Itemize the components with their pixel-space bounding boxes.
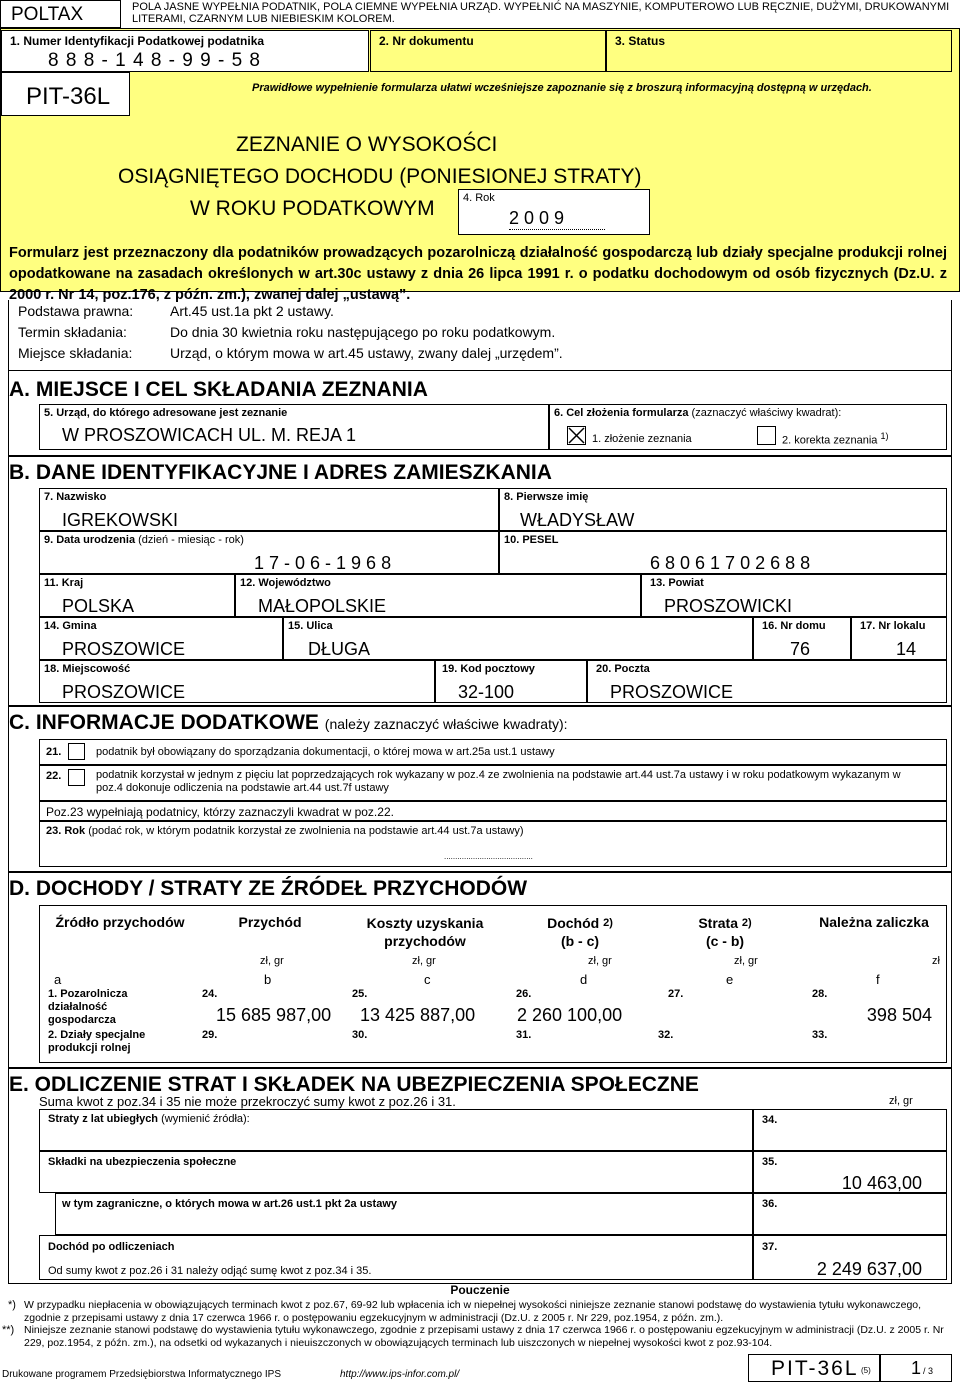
value-17: 14 [896,639,917,659]
label-36: w tym zagraniczne, o których mowa w art.26 ust.1 pkt 2a ustawy [62,1198,397,1210]
row-34 [39,1109,753,1151]
row-35 [39,1151,753,1193]
purpose-checkbox-2[interactable] [757,426,776,445]
header-loss: Strata $^{2)}$ (c - b) [698,915,752,949]
text-21: podatnik był obowiązany do sporządzania dokumentacji, o której mowa w art.25a ust.1 ustawy [96,746,555,758]
num-28: 28. [812,988,828,1000]
label-17: 17. Nr lokalu [860,620,926,632]
value-11: POLSKA [62,596,135,616]
deadline-value: Do dnia 30 kwietnia roku następującego po roku podatkowym. [170,324,556,340]
section-e-subtitle: Suma kwot z poz.34 i 35 nie może przekroczyć sumy kwot z poz.26 i 31. [39,1094,456,1109]
nip-label: 1. Numer Identyfikacji Podatkowej podatnika [10,34,265,48]
label-15: 15. Ulica [288,620,333,632]
letter-a: a [54,972,62,987]
value-16: 76 [790,639,811,659]
label-16: 16. Nr domu [762,620,826,632]
section-d-title: D. DOCHODY / STRATY ZE ŹRÓDEŁ PRZYCHODÓW [9,877,528,900]
office-field[interactable] [39,404,549,450]
unit-d: zł, gr [588,955,612,967]
year-field[interactable] [458,189,650,235]
value-25[interactable]: 13 425 887,00 [360,1005,476,1025]
unit-f: zł [932,955,940,967]
num-29: 29. [202,1029,218,1041]
num-27: 27. [668,988,684,1000]
basis-value: Art.45 ust.1a pkt 2 ustawy. [170,303,334,319]
nip-value: 8 8 8 - 1 4 8 - 9 9 - 5 8 [48,50,261,71]
header-profit: Dochód $^{2)}$ (b - c) [547,915,613,949]
label-14: 14. Gmina [44,620,97,632]
header-source: Źródło przychodów [55,914,185,930]
label-19: 19. Kod pocztowy [442,663,535,675]
label-8: 8. Pierwsze imię [504,491,589,503]
row2-label: 2. Działy specjalne produkcji rolnej [48,1029,146,1054]
field-16[interactable] [753,617,851,660]
office-label: 5. Urząd, do którego adresowane jest zeznanie [44,407,288,419]
purpose-option-1: 1. złożenie zeznania [592,433,692,445]
num-33: 33. [812,1029,828,1041]
income-table [39,905,947,1063]
value-14: PROSZOWICE [62,639,186,659]
field-35[interactable] [753,1151,947,1193]
num-31: 31. [516,1029,532,1041]
footer-page [880,1354,952,1382]
letter-b: b [264,972,272,987]
page-total: / 3 [923,1366,934,1376]
label-21: 21. [46,746,62,758]
purpose-field [549,404,947,450]
label-10: 10. PESEL [504,534,559,546]
intro-text: Formularz jest przeznaczony dla podatników prowadzących pozarolniczą działalność gospodarczą lub działy specjalne produkcji rolnej opodatkowane na zasadach określonych w art.30c ustawy z dnia 26 lipca 1991 r. o podatku dochodowym od osób fizycznych (Dz.U. z 2000 r. Nr 14, poz.176, z późn. zm.), zwanej dalej „ustawą”. [9,245,947,303]
form-code: PIT-36L [26,83,111,110]
field-36[interactable] [753,1193,947,1235]
header-costs: Koszty uzyskania przychodów [366,915,484,949]
note1-mark: *) [8,1299,16,1311]
num-37: 37. [762,1241,778,1253]
label-11: 11. Kraj [44,577,84,589]
value-12: MAŁOPOLSKIE [258,596,387,616]
field-14[interactable] [39,617,283,660]
field-8[interactable] [499,488,947,531]
label-37: Dochód po odliczeniach [48,1241,175,1253]
field-37[interactable] [753,1235,947,1280]
note2-text: Niniejsze zeznanie stanowi podstawę do wystawienia tytułu wykonawczego, zgodnie z przepisami ustawy z dnia 17 czerwca 1966 r. o postępowaniu egzekucyjnym w administracji (Dz.U. z 2005 r. Nr 229, poz.1954, z późn. zm.), na odsetki od wykazanych i nieuiszczonych w obowiązujących terminach lub uiszczonych w niepełnej wysokości kwot z poz.93-104. [24,1324,944,1349]
label-35: Składki na ubezpieczenia społeczne [48,1156,237,1168]
check-x-icon [568,427,585,444]
footer-version: (5) [861,1366,871,1375]
field-18[interactable] [39,660,435,703]
field-20[interactable] [587,660,947,703]
place-label: Miejsce składania: [18,345,133,361]
field-23[interactable] [39,821,947,867]
legal-frame [8,300,952,370]
nip-field[interactable] [1,30,369,72]
letter-f: f [876,972,880,987]
num-30: 30. [352,1029,368,1041]
label-20: 20. Poczta [596,663,650,675]
field-22 [39,765,947,801]
hint-37: Od sumy kwot z poz.26 i 31 należy odjąć sumę kwot z poz.34 i 35. [48,1265,372,1277]
num-24: 24. [202,988,218,1000]
label-9: 9. Data urodzenia (dzień - miesiąc - rok) [44,534,244,546]
printed-by: Drukowane programem Przedsiębiorstwa Informatycznego IPS [2,1369,282,1380]
value-35: 10 463,00 [841,1173,922,1193]
section-e-title: E. ODLICZENIE STRAT I SKŁADEK NA UBEZPIECZENIA SPOŁECZNE [9,1073,699,1096]
page-number: 1 [911,1358,922,1378]
purpose-option-2: 2. korekta zeznania $^{1)}$ [782,431,889,447]
field-13[interactable] [641,574,947,617]
num-36: 36. [762,1198,778,1210]
note-23-text: Poz.23 wypełniają podatnicy, którzy zaznaczyli kwadrat w poz.22. [46,805,394,819]
label-13: 13. Powiat [650,577,704,589]
label-22: 22. [46,770,62,782]
section-c-title: C. INFORMACJE DODATKOWE (należy zaznaczyć właściwe kwadraty): [9,711,568,734]
text-22: podatnik korzystał w jednym z pięciu lat poprzedzających rok wykazany w poz.4 ze zwolnienia na podstawie art.44 ust.7a ustawy i w roku podatkowym wykazanym w poz.4 dokonuje odliczenia na podstawie art.44 ust.7f ustawy [96,769,901,794]
basis-label: Podstawa prawna: [18,303,134,319]
footer-code: PIT-36L [771,1357,859,1380]
value-37: 2 249 637,00 [816,1259,922,1279]
poltax-brand [0,0,121,28]
header-advance: Należna zaliczka [819,914,929,930]
footer-form-code [748,1354,880,1382]
doc-number-field [370,30,606,72]
title-line2: OSIĄGNIĘTEGO DOCHODU (PONIESIONEJ STRATY) [118,165,642,188]
section-b-title: B. DANE IDENTYFIKACYJNE I ADRES ZAMIESZKANIA [9,461,552,484]
purpose-label: 6. Cel złożenia formularza (zaznaczyć właściwy kwadrat): [554,407,842,419]
label-18: 18. Miejscowość [44,663,131,675]
status-field [606,30,952,72]
field-17[interactable] [851,617,947,660]
poltax-label: POLTAX [11,4,84,25]
num-34: 34. [762,1114,778,1126]
num-26: 26. [516,988,532,1000]
deadline-label: Termin składania: [18,324,127,340]
letter-e: e [726,972,734,987]
value-20: PROSZOWICE [610,682,734,702]
checkbox-22[interactable] [68,769,85,786]
value-8: WŁADYSŁAW [520,510,635,530]
value-9: 1 7 - 0 6 - 1 9 6 8 [254,553,392,573]
field-7[interactable] [39,488,499,531]
label-7: 7. Nazwisko [44,491,107,503]
title-line1: ZEZNANIE O WYSOKOŚCI [236,133,498,156]
num-25: 25. [352,988,368,1000]
field-9[interactable] [39,531,499,574]
footer-url[interactable]: http://www.ips-infor.com.pl/ [340,1369,460,1380]
purpose-checkbox-1[interactable] [567,426,586,445]
form-code-box [1,72,130,116]
office-value: W PROSZOWICACH UL. M. REJA 1 [62,425,357,445]
letter-c: c [424,972,431,987]
value-23: ........................................ [444,852,533,861]
unit-c: zł, gr [412,955,436,967]
row1-label: 1. Pozarolnicza działalność gospodarcza [48,988,128,1026]
status-label: 3. Status [615,34,666,48]
note1-text: W przypadku niepłacenia w obowiązujących terminach kwot z poz.67, 69-92 lub wpłacenia ich w niepełnej wysokości niniejsze zeznanie stanowi podstawę do wystawienia tytułu wykonawczego, zgodnie z przepisami ustawy z dnia 17 czerwca 1966 r. o postępowaniu egzekucyjnym w administracji (Dz.U. z 2005 r. Nr 229, poz.1954, z późn. zm.). [24,1299,922,1324]
section-a-title: A. MIEJSCE I CEL SKŁADANIA ZEZNANIA [9,378,428,401]
num-32: 32. [658,1029,674,1041]
field-12[interactable] [235,574,641,617]
letter-d: d [580,972,588,987]
field-21 [39,739,947,765]
value-7: IGREKOWSKI [62,510,179,530]
unit-e: zł, gr [734,955,758,967]
value-26[interactable]: 2 260 100,00 [517,1005,623,1025]
value-13: PROSZOWICKI [664,596,793,616]
row-36 [55,1193,753,1235]
year-label: 4. Rok [463,192,495,204]
fill-notice: POLA JASNE WYPEŁNIA PODATNIK, POLA CIEMNE WYPEŁNIA URZĄD. WYPEŁNIĆ NA MASZYNIE, KOMPUTEROWO LUB RĘCZNIE, DUŻYMI, DRUKOWANYMI LITERAMI, CZARNYM LUB NIEBIESKIM KOLOREM. [132,1,950,25]
field-11[interactable] [39,574,235,617]
title-line3: W ROKU PODATKOWYM [190,197,435,220]
field-10[interactable] [499,531,947,574]
year-value: 2 0 0 9 [509,208,605,230]
header-income: Przychód [238,914,302,930]
label-34: Straty z lat ubiegłych (wymienić źródła): [48,1113,250,1125]
note2-mark: **) [2,1324,15,1336]
doc-number-label: 2. Nr dokumentu [379,34,474,48]
place-value: Urząd, o którym mowa w art.45 ustawy, zwany dalej „urzędem”. [170,345,563,361]
field-15[interactable] [283,617,753,660]
field-19[interactable] [435,660,587,703]
field-34[interactable] [753,1109,947,1151]
value-18: PROSZOWICE [62,682,186,702]
value-28[interactable]: 398 504 [866,1005,932,1025]
label-12: 12. Województwo [240,577,331,589]
value-24[interactable]: 15 685 987,00 [216,1005,332,1025]
unit-b: zł, gr [260,955,284,967]
pouczenie-title: Pouczenie [450,1283,510,1297]
num-35: 35. [762,1156,778,1168]
value-10: 6 8 0 6 1 7 0 2 6 8 8 [650,553,811,573]
value-19: 32-100 [458,682,515,702]
section-e-unit: zł, gr [889,1095,913,1107]
label-23: 23. Rok (podać rok, w którym podatnik korzystał ze zwolnienia na podstawie art.44 ust.7a ustawy) [46,825,524,837]
row-37 [39,1235,753,1280]
checkbox-21[interactable] [68,743,85,760]
value-15: DŁUGA [308,639,371,659]
note-23 [39,801,947,821]
info-text: Prawidłowe wypełnienie formularza ułatwi wcześniejsze zapoznanie się z broszurą informacyjną dostępną w urzędach. [252,82,872,94]
